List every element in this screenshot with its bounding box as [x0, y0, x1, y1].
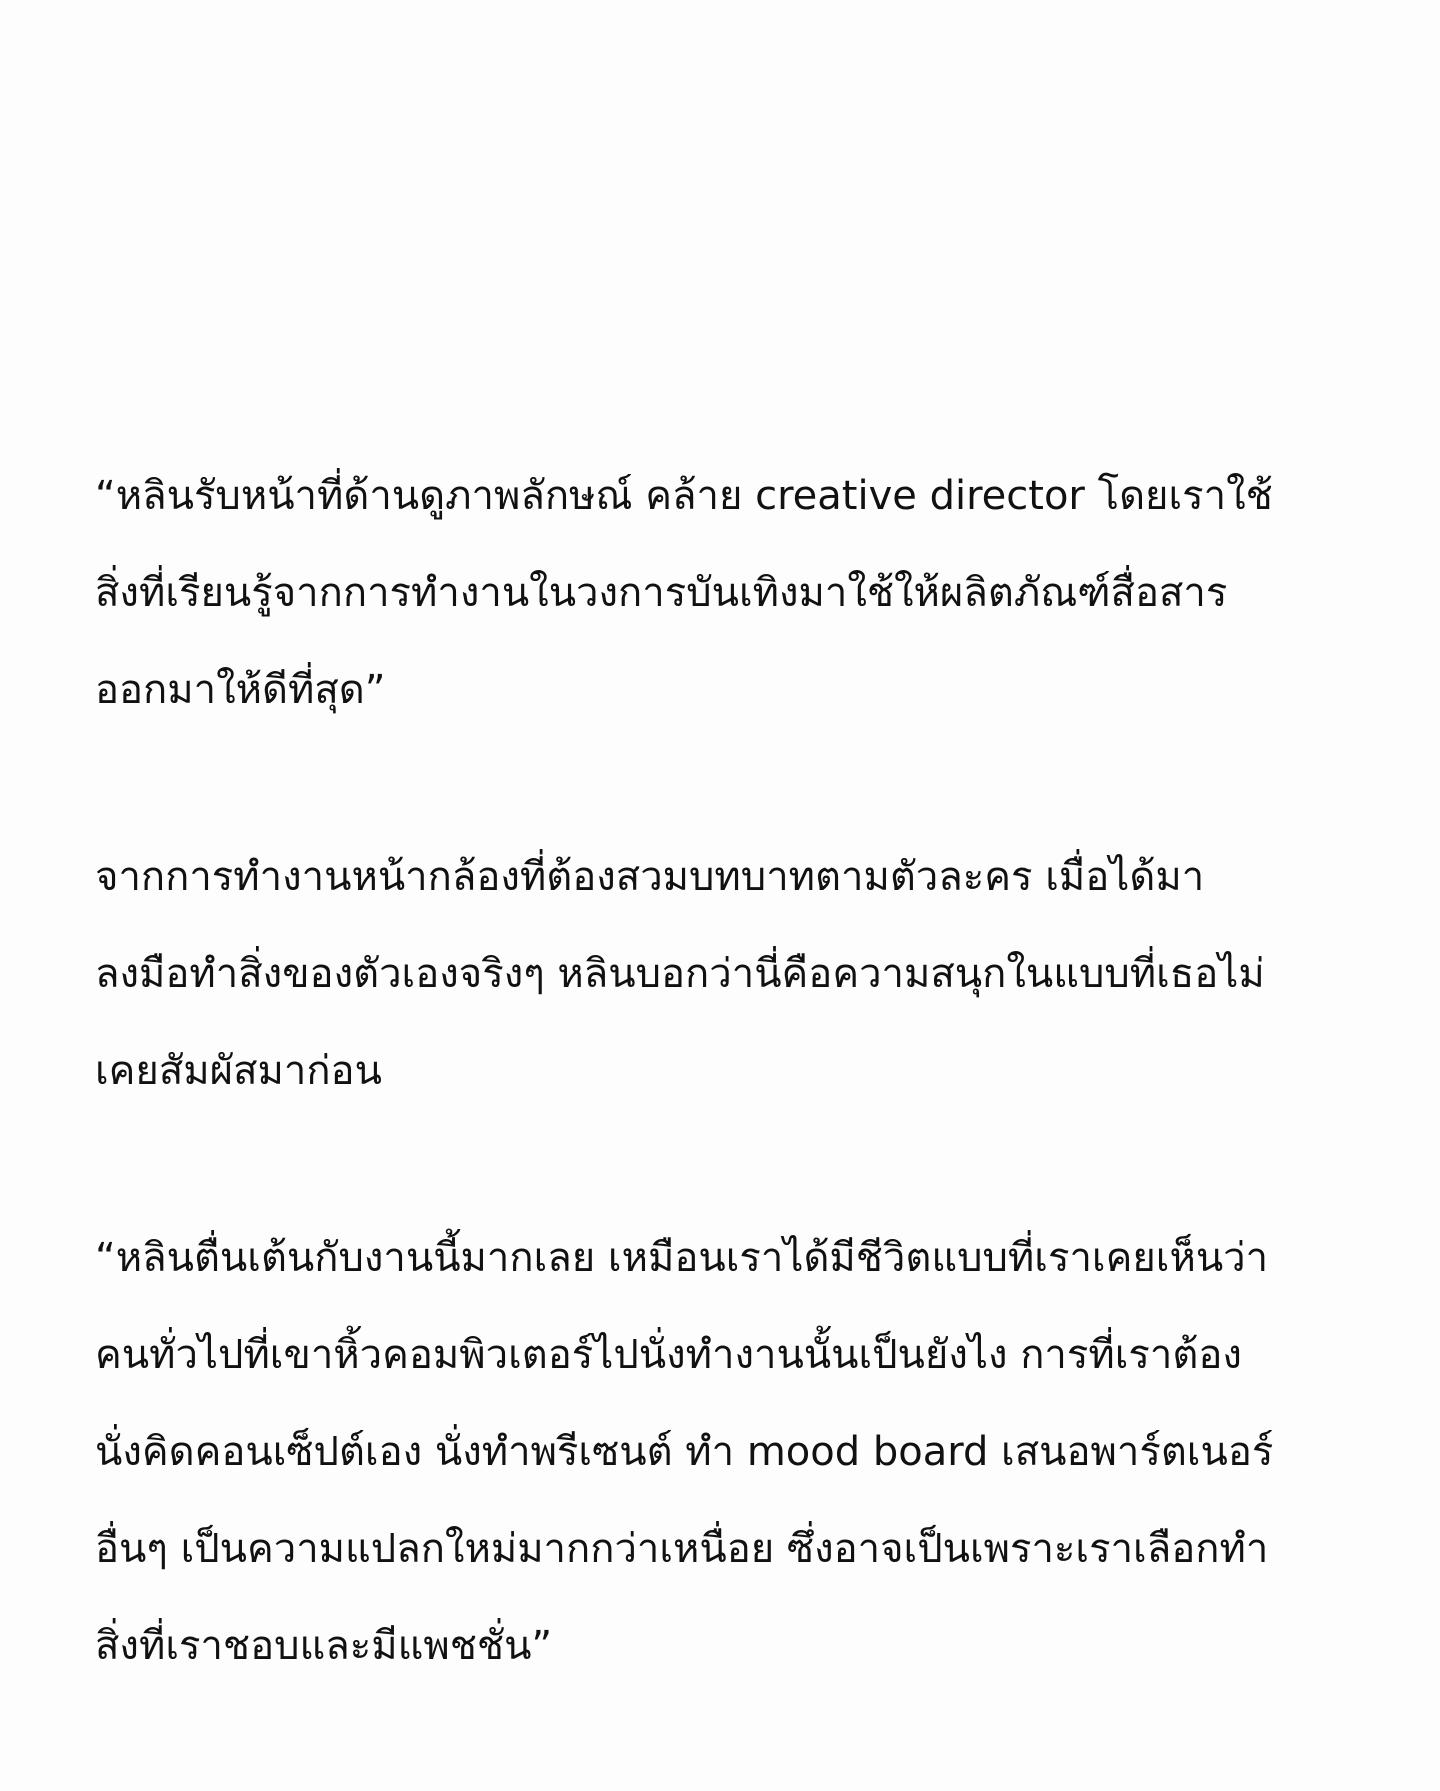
text-line: นั่งคิดคอนเซ็ปต์เอง นั่งทำพรีเซนต์ ทำ mood board เสนอพาร์ตเนอร์ — [95, 1429, 1274, 1475]
text-line: “หลินตื่นเต้นกับงานนี้มากเลย เหมือนเราได้มีชีวิตแบบที่เราเคยเห็นว่า — [95, 1235, 1269, 1281]
text-line: เคยสัมผัสมาก่อน — [95, 1048, 382, 1094]
text-line: ออกมาให้ดีที่สุด” — [95, 667, 386, 713]
article-body — [95, 448, 1355, 1695]
text-line: ลงมือทำสิ่งของตัวเองจริงๆ หลินบอกว่านี่คือความสนุกในแบบที่เธอไม่ — [95, 951, 1265, 997]
paragraph-quote-1 — [95, 448, 1355, 739]
paragraph-quote-2 — [95, 1210, 1355, 1695]
text-line: คนทั่วไปที่เขาหิ้วคอมพิวเตอร์ไปนั่งทำงานนั้นเป็นยังไง การที่เราต้อง — [95, 1332, 1242, 1378]
text-line: “หลินรับหน้าที่ด้านดูภาพลักษณ์ คล้าย creative director โดยเราใช้ — [95, 473, 1273, 519]
text-line: สิ่งที่เราชอบและมีแพชชั่น” — [95, 1623, 553, 1669]
text-line: อื่นๆ เป็นความแปลกใหม่มากกว่าเหนื่อย ซึ่งอาจเป็นเพราะเราเลือกทำ — [95, 1526, 1269, 1572]
text-line: จากการทำงานหน้ากล้องที่ต้องสวมบทบาทตามตัวละคร เมื่อได้มา — [95, 854, 1205, 900]
paragraph-narration — [95, 829, 1355, 1120]
text-line: สิ่งที่เรียนรู้จากการทำงานในวงการบันเทิงมาใช้ให้ผลิตภัณฑ์สื่อสาร — [95, 570, 1228, 616]
